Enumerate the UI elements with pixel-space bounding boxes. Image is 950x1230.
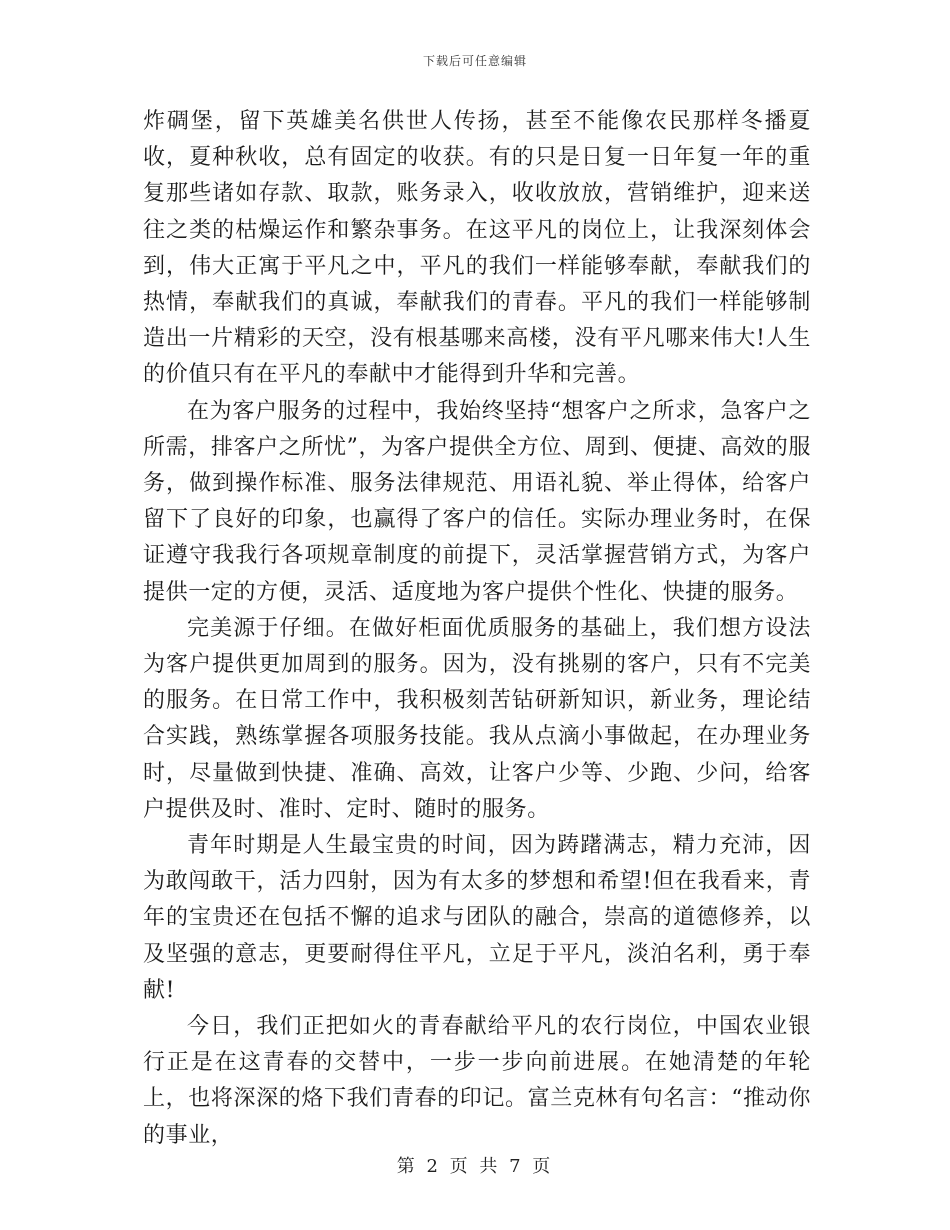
paragraph-4: 青年时期是人生最宝贵的时间，因为踌躇满志，精力充沛，因为敢闯敢干，活力四射，因为有太多的梦想和希望!但在我看来，青年的宝贵还在包括不懈的追求与团队的融合，崇高的道德修养，以及坚强的意志，更要耐得住平凡，立足于平凡，淡泊名利，勇于奉献! [143,833,811,1003]
paragraph-1: 炸碉堡，留下英雄美名供世人传扬，甚至不能像农民那样冬播夏收，夏种秋收，总有固定的收获。有的只是日复一日年复一年的重复那些诸如存款、取款，账务录入，收收放放，营销维护，迎来送往之类的枯燥运作和繁杂事务。在这平凡的岗位上，让我深刻体会到，伟大正寓于平凡之中，平凡的我们一样能够奉献，奉献我们的热情，奉献我们的真诚，奉献我们的青春。平凡的我们一样能够制造出一片精彩的天空，没有根基哪来高楼，没有平凡哪来伟大!人生的价值只有在平凡的奉献中才能得到升华和完善。 [143,109,811,388]
paragraph-2: 在为客户服务的过程中，我始终坚持“想客户之所求，急客户之所需，排客户之所忧”，为客户提供全方位、周到、便捷、高效的服务，做到操作标准、服务法律规范、用语礼貌、举止得体，给客户留下了良好的印象，也赢得了客户的信任。实际办理业务时，在保证遵守我我行各项规章制度的前提下，灵活掌握营销方式，为客户提供一定的方便，灵活、适度地为客户提供个性化、快捷的服务。 [143,398,811,605]
paragraph-3: 完美源于仔细。在做好柜面优质服务的基础上，我们想方设法为客户提供更加周到的服务。因为，没有挑剔的客户，只有不完美的服务。在日常工作中，我积极刻苦钻研新知识，新业务，理论结合实践，熟练掌握各项服务技能。我从点滴小事做起，在办理业务时，尽量做到快捷、准确、高效，让客户少等、少跑、少问，给客户提供及时、准时、定时、随时的服务。 [143,615,811,822]
document-body [143,104,811,1154]
page-number-footer: 第 2 页 共 7 页 [396,1156,554,1177]
page-header: 下载后可任意编辑 [422,54,527,68]
paragraph-5: 今日，我们正把如火的青春献给平凡的农行岗位，中国农业银行正是在这青春的交替中，一步一步向前进展。在她清楚的年轮上，也将深深的烙下我们青春的印记。富兰克林有句名言：“推动你的事业， [143,1014,811,1148]
